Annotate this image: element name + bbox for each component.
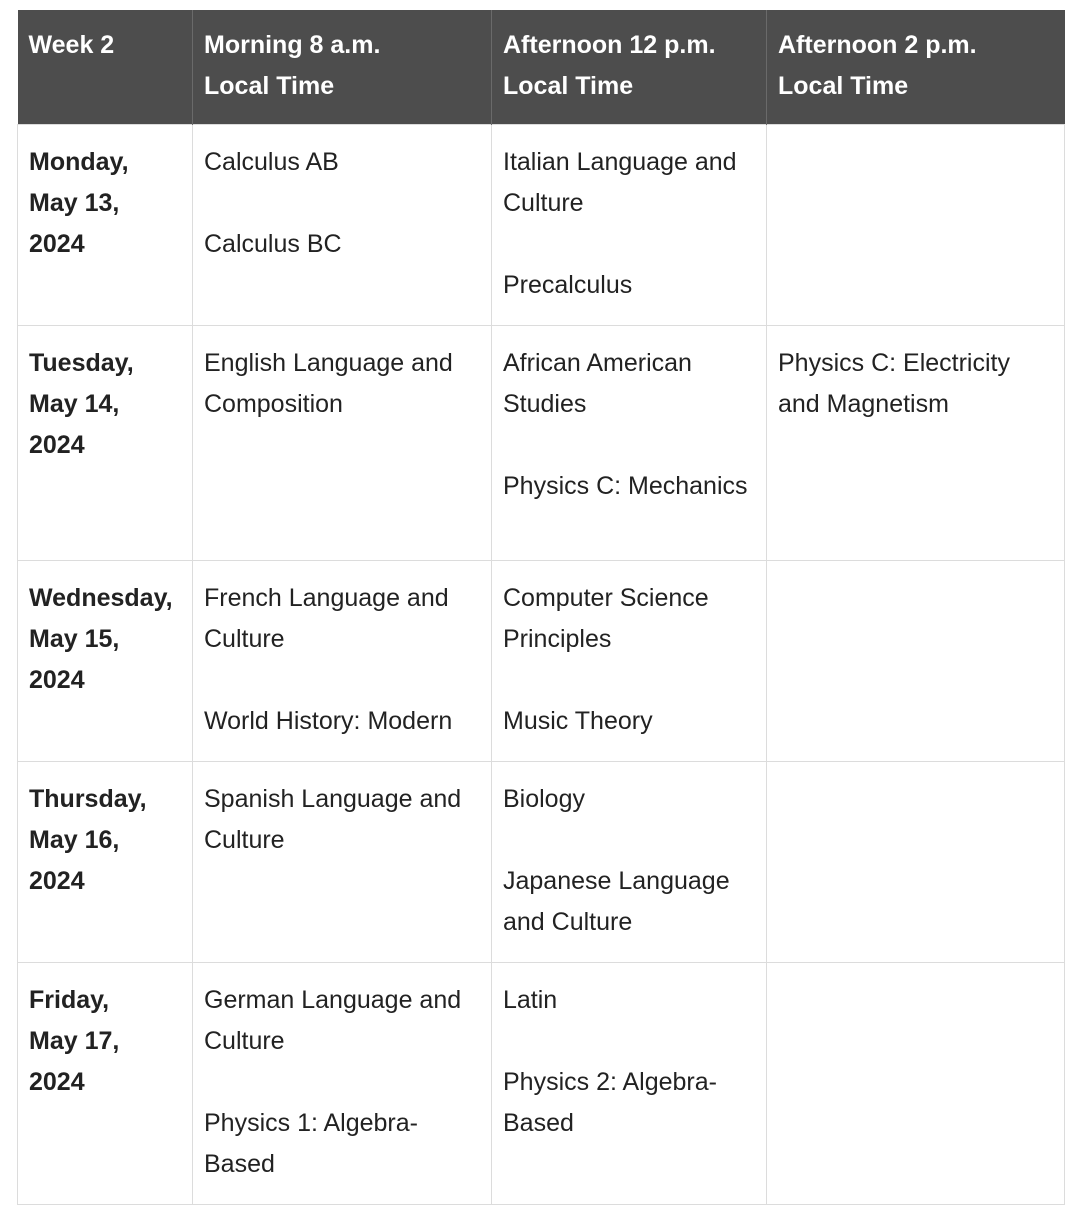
afternoon-12-cell [492, 561, 767, 762]
exam-name: Physics C: Mechanics [503, 472, 748, 500]
afternoon-12-cell [492, 762, 767, 963]
exam-name: Precalculus [503, 271, 633, 299]
day-label-line: 2024 [29, 230, 85, 258]
day-label-line: 2024 [29, 431, 85, 459]
day-cell [18, 963, 193, 1205]
afternoon-2-cell [767, 963, 1065, 1205]
header-afternoon-2 [767, 10, 1065, 125]
header-afternoon-2-line-1: Afternoon 2 p.m. [778, 31, 977, 59]
header-row [18, 10, 1065, 125]
exam-name: Physics C: Electricity and Magnetism [778, 349, 1010, 418]
header-morning [193, 10, 492, 125]
exam-schedule-table [17, 10, 1065, 1205]
day-cell [18, 561, 193, 762]
day-cell [18, 762, 193, 963]
afternoon-2-cell [767, 762, 1065, 963]
table-row [18, 561, 1065, 762]
header-afternoon-12-line-1: Afternoon 12 p.m. [503, 31, 716, 59]
morning-cell [193, 963, 492, 1205]
exam-name: World History: Modern [204, 707, 453, 735]
exam-name: Physics 1: Algebra-Based [204, 1109, 418, 1178]
morning-cell [193, 762, 492, 963]
day-label-line: 2024 [29, 1068, 85, 1096]
day-label-line: Thursday, [29, 785, 147, 813]
day-label-line: May 13, [29, 189, 120, 217]
exam-name: German Language and Culture [204, 986, 462, 1055]
day-label-line: Tuesday, [29, 349, 134, 377]
header-afternoon-2-line-2: Local Time [778, 72, 909, 100]
table-header [18, 10, 1065, 125]
day-label-line: Monday, [29, 148, 129, 176]
header-week-label: Week 2 [28, 31, 115, 59]
afternoon-12-cell [492, 963, 767, 1205]
day-cell [18, 326, 193, 561]
exam-name: Italian Language and Culture [503, 148, 737, 217]
exam-name: Computer Science Principles [503, 584, 709, 653]
header-afternoon-12 [492, 10, 767, 125]
exam-name: Calculus AB [204, 148, 339, 176]
table-row [18, 125, 1065, 326]
day-label-line: 2024 [29, 867, 85, 895]
exam-name: Japanese Language and Culture [503, 867, 730, 936]
afternoon-2-cell [767, 326, 1065, 561]
day-label-line: May 16, [29, 826, 120, 854]
day-label-line: 2024 [29, 666, 85, 694]
exam-name: African American Studies [503, 349, 692, 418]
day-label-line: May 15, [29, 625, 120, 653]
morning-cell [193, 125, 492, 326]
exam-name: Physics 2: Algebra-Based [503, 1068, 717, 1137]
day-label-line: May 17, [29, 1027, 120, 1055]
header-afternoon-12-line-2: Local Time [503, 72, 634, 100]
exam-name: Latin [503, 986, 558, 1014]
table-body [18, 125, 1065, 1205]
day-cell [18, 125, 193, 326]
exam-name: Calculus BC [204, 230, 342, 258]
header-morning-line-1: Morning 8 a.m. [204, 31, 381, 59]
afternoon-2-cell [767, 561, 1065, 762]
afternoon-12-cell [492, 125, 767, 326]
day-label-line: Wednesday, [29, 584, 173, 612]
exam-name: French Language and Culture [204, 584, 449, 653]
header-morning-line-2: Local Time [204, 72, 335, 100]
day-label-line: Friday, [29, 986, 110, 1014]
morning-cell [193, 326, 492, 561]
exam-name: Spanish Language and Culture [204, 785, 462, 854]
morning-cell [193, 561, 492, 762]
afternoon-2-cell [767, 125, 1065, 326]
exam-name: Music Theory [503, 707, 653, 735]
afternoon-12-cell [492, 326, 767, 561]
table-row [18, 963, 1065, 1205]
header-week [18, 10, 193, 125]
table-row [18, 762, 1065, 963]
table-row [18, 326, 1065, 561]
exam-name: Biology [503, 785, 585, 813]
exam-name: English Language and Composition [204, 349, 453, 418]
day-label-line: May 14, [29, 390, 120, 418]
